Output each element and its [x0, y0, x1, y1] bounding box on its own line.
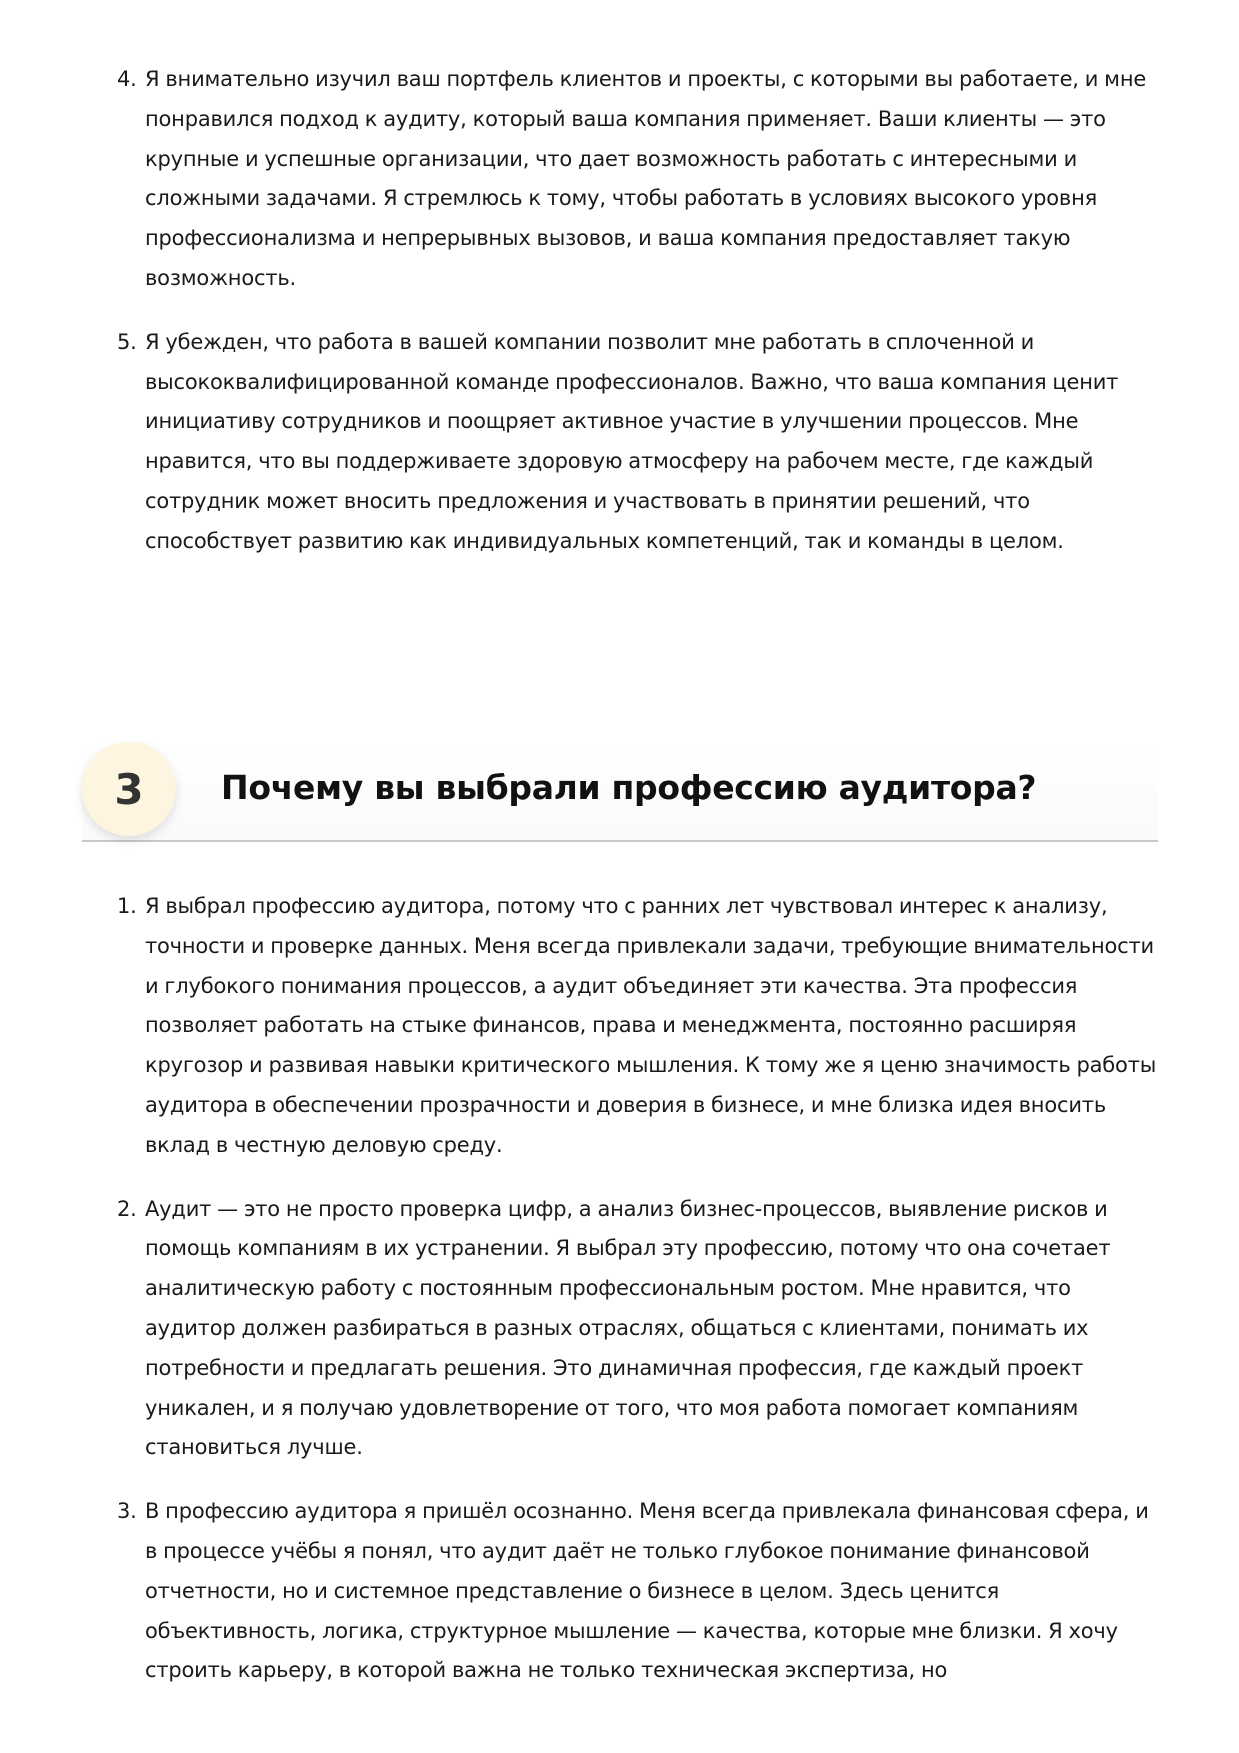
list-item-number: 2. — [117, 1196, 137, 1221]
section-title: Почему вы выбрали профессию аудитора? — [221, 768, 1037, 807]
list-item — [117, 60, 1157, 299]
list-item-text: Я внимательно изучил ваш портфель клиентов и проекты, с которыми вы работаете, и мне понравился подход к аудиту, который ваша компания применяет. Ваши клиенты — это крупные и успешные организации, что дает возможность работать с интересными и сложными задачами. Я стремлюсь к тому, чтобы работать в условиях высокого уровня профессионализма и непрерывных вызовов, и ваша компания предоставляет такую возможность. — [145, 67, 1147, 290]
section-divider — [82, 840, 1158, 842]
answer-list-previous — [117, 60, 1157, 562]
list-item-number: 3. — [117, 1499, 137, 1524]
list-item — [117, 887, 1157, 1166]
list-item-text: Я выбрал профессию аудитора, потому что с ранних лет чувствовал интерес к анализу, точности и проверке данных. Меня всегда привлекали задачи, требующие внимательности и глубокого понимания процессов, а аудит объединяет эти качества. Эта профессия позволяет работать на стыке финансов, права и менеджмента, постоянно расширяя кругозор и развивая навыки критического мышления. К тому же я ценю значимость работы аудитора в обеспечении прозрачности и доверия в бизнесе, и мне близка идея вносить вклад в честную деловую среду. — [145, 894, 1157, 1157]
list-item — [117, 323, 1157, 562]
section-header — [82, 742, 1158, 842]
section-number-badge: 3 — [82, 742, 176, 836]
answer-list — [117, 887, 1157, 1691]
list-item-number: 1. — [117, 894, 137, 918]
list-item-text: В профессию аудитора я пришёл осознанно. Меня всегда привлекала финансовая сфера, и в процессе учёбы я понял, что аудит даёт не только глубокое понимание финансовой отчетности, но и системное представление о бизнесе в целом. Здесь ценится объективность, логика, структурное мышление — качества, которые мне близки. Я хочу строить карьеру, в которой важна не только техническая экспертиза, но — [145, 1499, 1149, 1683]
list-item-number: 4. — [117, 67, 137, 91]
list-item — [117, 1492, 1157, 1691]
list-item-number: 5. — [117, 329, 137, 354]
list-item — [117, 1190, 1157, 1469]
list-item-text: Аудит — это не просто проверка цифр, а анализ бизнес-процессов, выявление рисков и помощь компаниям в их устранении. Я выбрал эту профессию, потому что она сочетает аналитическую работу с постоянным профессиональным ростом. Мне нравится, что аудитор должен разбираться в разных отраслях, общаться с клиентами, понимать их потребности и предлагать решения. Это динамичная профессия, где каждый проект уникален, и я получаю удовлетворение от того, что моя работа помогает компаниям становиться лучше. — [145, 1196, 1111, 1460]
list-item-text: Я убежден, что работа в вашей компании позволит мне работать в сплоченной и высококвалифицированной команде профессионалов. Важно, что ваша компания ценит инициативу сотрудников и поощряет активное участие в улучшении процессов. Мне нравится, что вы поддерживаете здоровую атмосферу на рабочем месте, где каждый сотрудник может вносить предложения и участвовать в принятии решений, что способствует развитию как индивидуальных компетенций, так и команды в целом. — [145, 329, 1119, 553]
